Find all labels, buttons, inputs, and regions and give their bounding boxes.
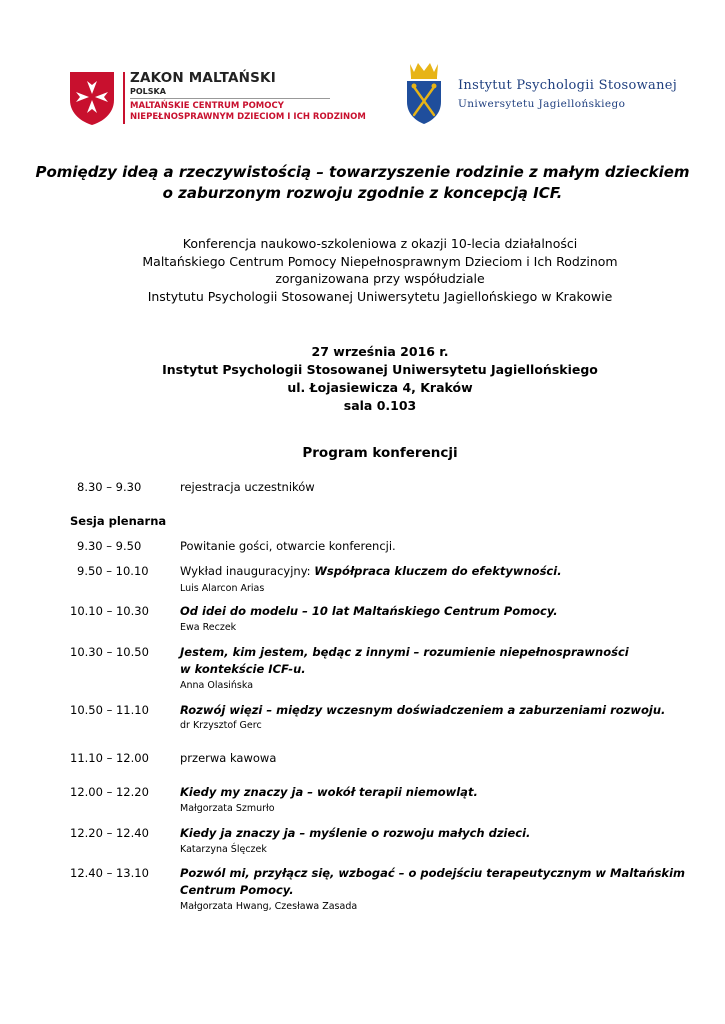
talk5-title: Kiedy ja znaczy ja – myślenie o rozwoju małych dzieci. bbox=[180, 826, 531, 840]
talk4-speaker: Małgorzata Szmurło bbox=[180, 803, 275, 814]
talk6-time: 12.40 – 13.10 bbox=[70, 866, 149, 880]
conference-title-line2: o zaburzonym rozwoju zgodnie z koncepcją ICF. bbox=[162, 184, 563, 202]
event-date: 27 września 2016 r. bbox=[311, 344, 449, 359]
talk1-title: Od idei do modelu – 10 lat Maltańskiego Centrum Pomocy. bbox=[180, 604, 558, 618]
keynote-prefix: Wykład inauguracyjny: bbox=[180, 564, 315, 578]
talk2-title-line2: w kontekście ICF-u. bbox=[180, 662, 306, 676]
talk6-title-line1: Pozwól mi, przyłącz się, wzbogać – o podejściu terapeutycznym w Maltańskim bbox=[180, 866, 686, 880]
event-venue: Instytut Psychologii Stosowanej Uniwersytetu Jagiellońskiego bbox=[162, 362, 598, 377]
intro-line3: zorganizowana przy współudziale bbox=[275, 271, 485, 286]
maltese-order-logo bbox=[68, 70, 366, 126]
talk6-title-line2: Centrum Pomocy. bbox=[180, 883, 294, 897]
centre-name-line1: MALTAŃSKIE CENTRUM POMOCY bbox=[130, 101, 284, 111]
keynote-line bbox=[180, 564, 562, 578]
maltese-cross-shield-icon bbox=[68, 70, 116, 126]
order-country: POLSKA bbox=[130, 87, 166, 96]
intro-line1: Konferencja naukowo-szkoleniowa z okazji 10-lecia działalności bbox=[182, 236, 578, 251]
break-time: 11.10 – 12.00 bbox=[70, 751, 149, 765]
registration-time: 8.30 – 9.30 bbox=[77, 480, 142, 494]
talk1-time: 10.10 – 10.30 bbox=[70, 604, 149, 618]
talk2-title-line1: Jestem, kim jestem, będąc z innymi – rozumienie niepełnosprawności bbox=[180, 645, 629, 659]
centre-name-line2: NIEPEŁNOSPRAWNYM DZIECIOM I ICH RODZINOM bbox=[130, 112, 366, 122]
keynote-time: 9.50 – 10.10 bbox=[77, 564, 149, 578]
ips-uj-logo bbox=[404, 60, 694, 126]
university-crest-icon bbox=[404, 60, 444, 126]
opening-text: Powitanie gości, otwarcie konferencji. bbox=[180, 539, 396, 553]
talk5-speaker: Katarzyna Ślęczek bbox=[180, 844, 267, 855]
break-text: przerwa kawowa bbox=[180, 751, 277, 765]
registration-text: rejestracja uczestników bbox=[180, 480, 315, 494]
talk6-speaker: Małgorzata Hwang, Czesława Zasada bbox=[180, 901, 358, 912]
institute-name: Instytut Psychologii Stosowanej bbox=[458, 78, 678, 93]
session-label: Sesja plenarna bbox=[70, 514, 167, 528]
program-heading: Program konferencji bbox=[302, 445, 458, 461]
conference-title-line1: Pomiędzy ideą a rzeczywistością – towarzyszenie rodzinie z małym dzieckiem bbox=[35, 163, 690, 181]
talk3-speaker: dr Krzysztof Gerc bbox=[180, 720, 262, 731]
talk1-speaker: Ewa Reczek bbox=[180, 622, 237, 633]
talk3-title: Rozwój więzi – między wczesnym doświadczeniem a zaburzeniami rozwoju. bbox=[180, 703, 666, 717]
keynote-title: Współpraca kluczem do efektywności. bbox=[314, 564, 562, 578]
talk3-time: 10.50 – 11.10 bbox=[70, 703, 149, 717]
event-address: ul. Łojasiewicza 4, Kraków bbox=[287, 380, 473, 395]
talk5-time: 12.20 – 12.40 bbox=[70, 826, 149, 840]
talk2-time: 10.30 – 10.50 bbox=[70, 645, 149, 659]
talk2-speaker: Anna Olasińska bbox=[180, 680, 254, 691]
opening-time: 9.30 – 9.50 bbox=[77, 539, 142, 553]
event-room: sala 0.103 bbox=[343, 398, 417, 413]
order-name: ZAKON MALTAŃSKI bbox=[130, 70, 276, 86]
intro-line2: Maltańskiego Centrum Pomocy Niepełnosprawnym Dzieciom i Ich Rodzinom bbox=[142, 254, 618, 269]
logo-rule bbox=[130, 98, 330, 99]
talk4-title: Kiedy my znaczy ja – wokół terapii niemowląt. bbox=[180, 785, 478, 799]
university-name: Uniwersytetu Jagiellońskiego bbox=[458, 98, 626, 110]
logo-divider bbox=[123, 72, 125, 124]
intro-line4: Instytutu Psychologii Stosowanej Uniwersytetu Jagiellońskiego w Krakowie bbox=[147, 289, 613, 304]
talk4-time: 12.00 – 12.20 bbox=[70, 785, 149, 799]
keynote-speaker: Luis Alarcon Arias bbox=[180, 583, 265, 594]
